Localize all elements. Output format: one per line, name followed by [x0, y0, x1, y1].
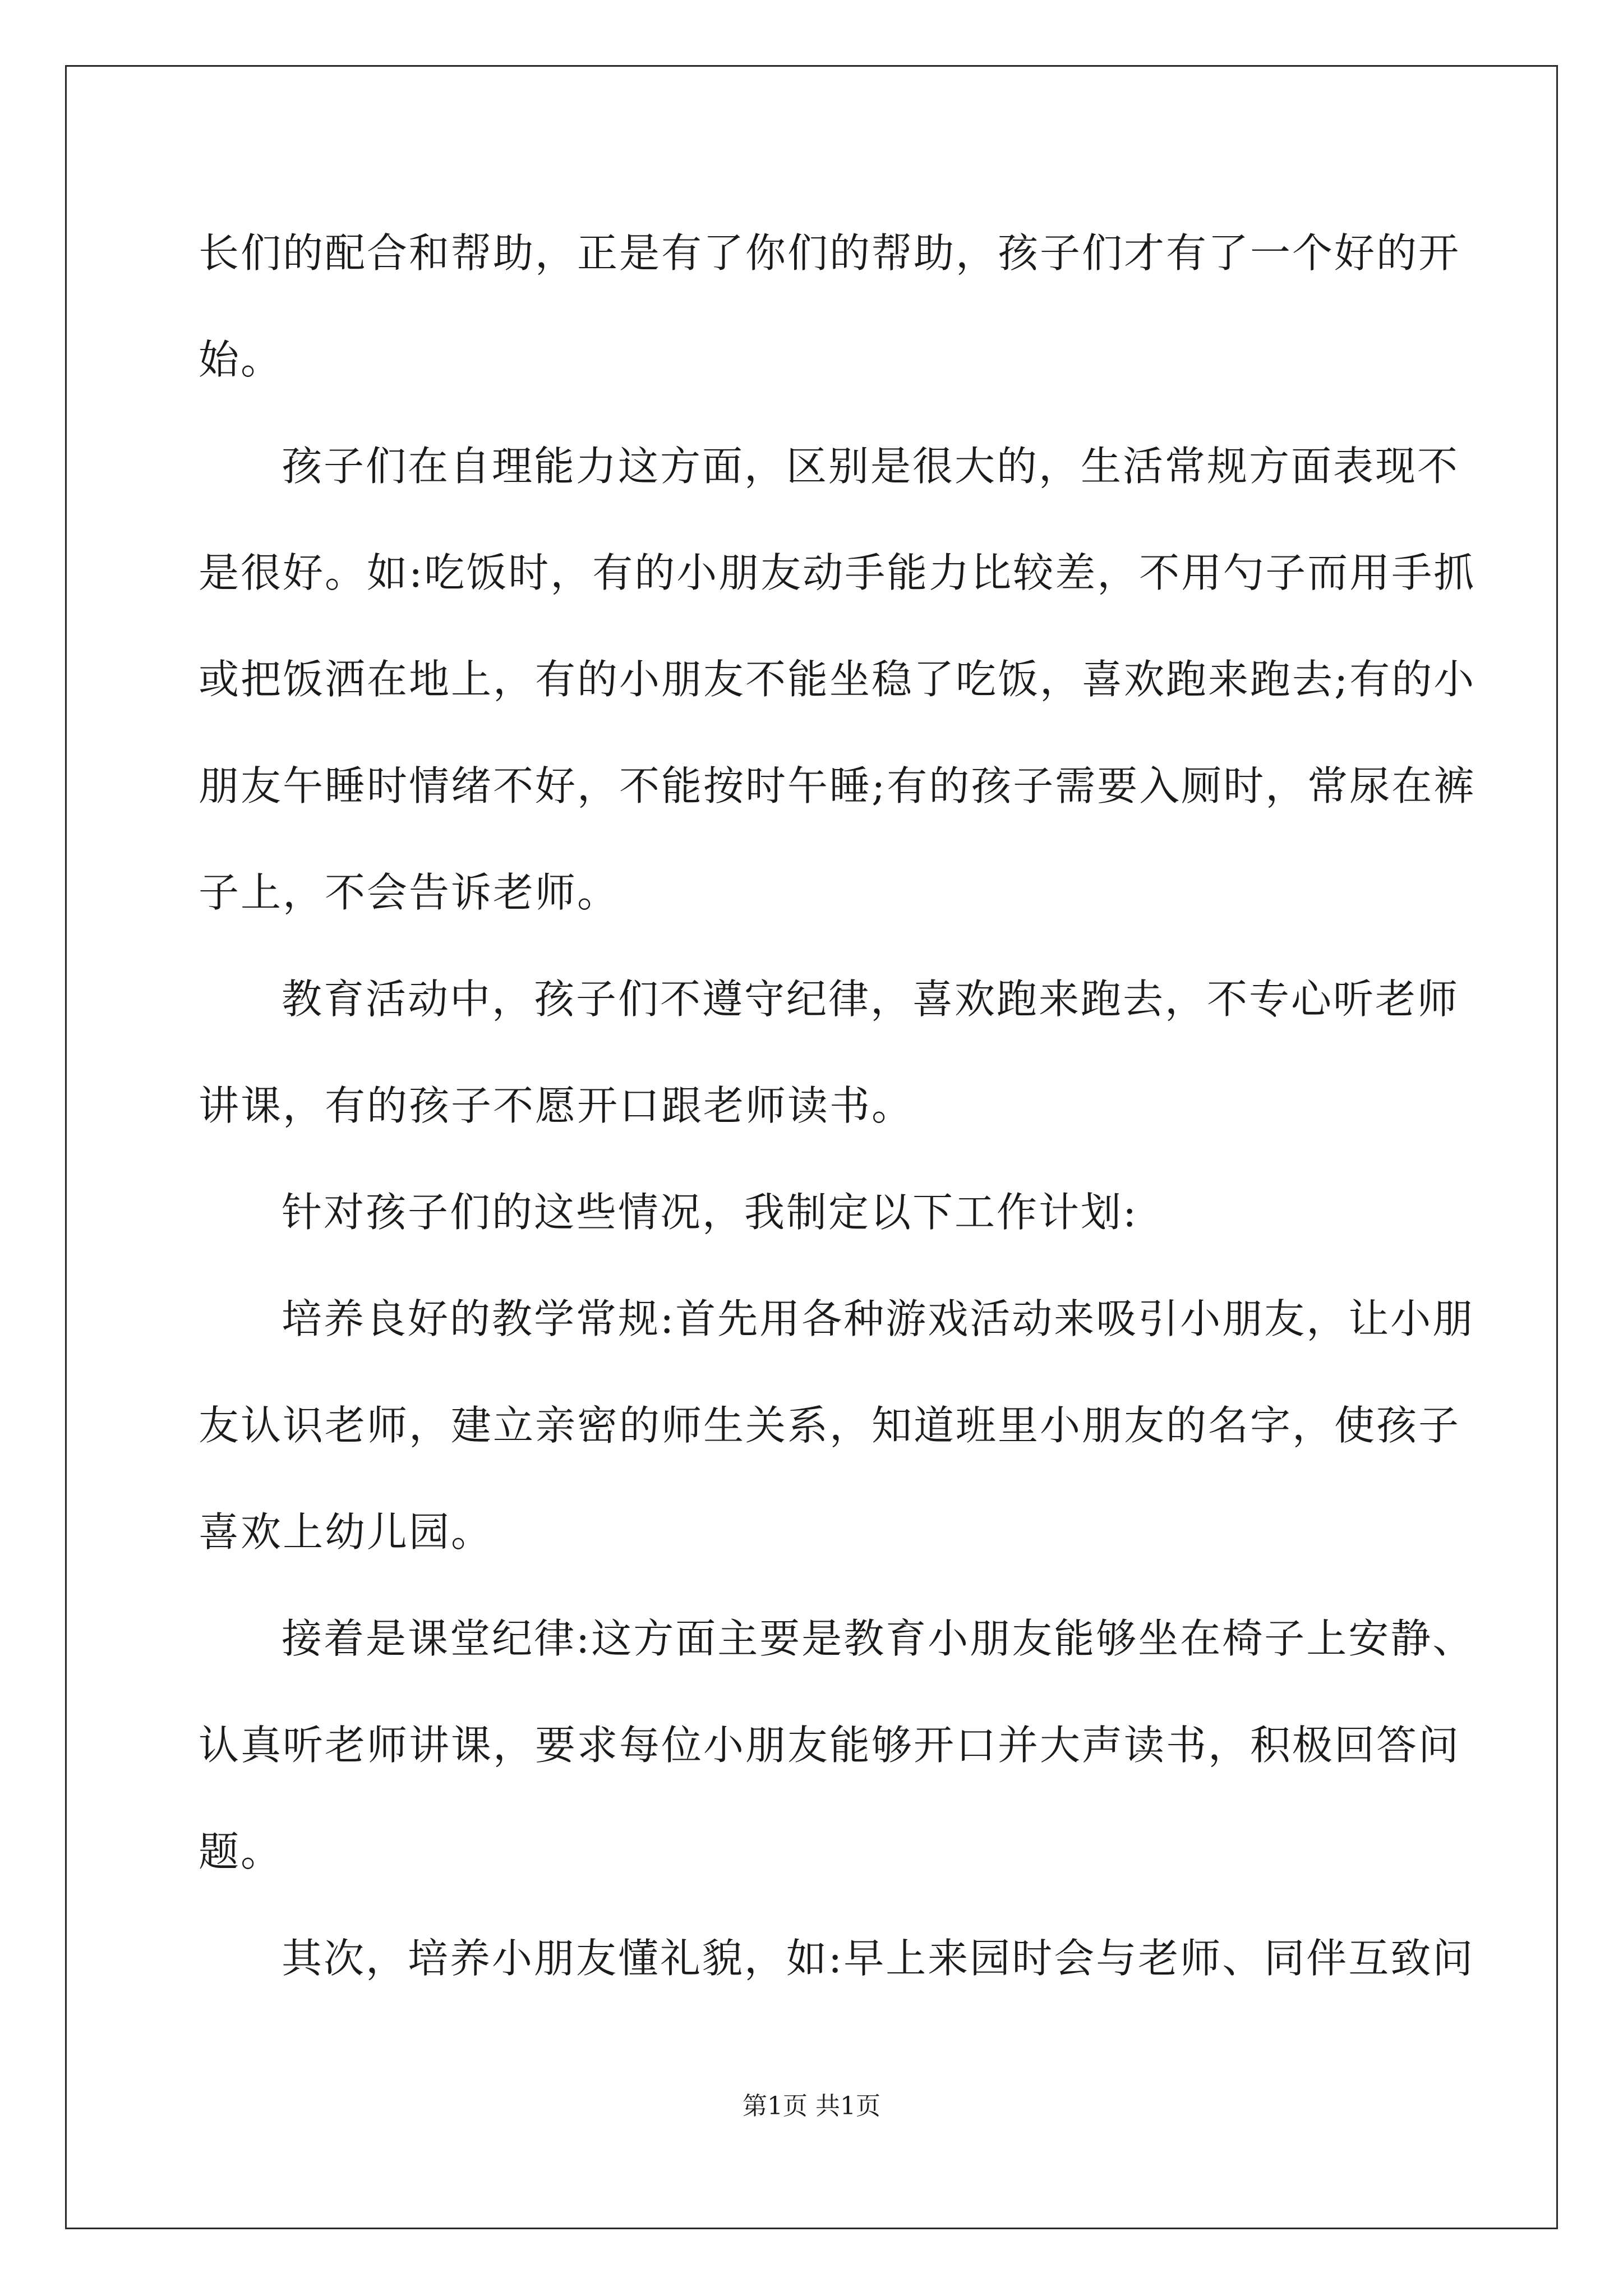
text-line: 朋友午睡时情绪不好，不能按时午睡;有的孩子需要入厕时，常尿在裤 — [199, 762, 1476, 809]
text-line: 喜欢上幼儿园。 — [199, 1508, 494, 1556]
text-line: 长们的配合和帮助，正是有了你们的帮助，孩子们才有了一个好的开 — [199, 229, 1461, 277]
text-line: 始。 — [199, 336, 283, 383]
document-body — [199, 222, 1476, 2034]
text-line: 讲课，有的孩子不愿开口跟老师读书。 — [199, 1082, 914, 1129]
page-number-footer: 第1页 共1页 — [743, 2092, 880, 2120]
text-line: 友认识老师，建立亲密的师生关系，知道班里小朋友的名字，使孩子 — [199, 1402, 1461, 1449]
paragraph-first-line: 教育活动中，孩子们不遵守纪律，喜欢跑来跑去，不专心听老师 — [282, 976, 1460, 1023]
text-line: 子上，不会告诉老师。 — [199, 869, 620, 916]
paragraph-first-line: 孩子们在自理能力这方面，区别是很大的，生活常规方面表现不 — [282, 443, 1460, 490]
text-line: 认真听老师讲课，要求每位小朋友能够开口并大声读书，积极回答问 — [199, 1722, 1461, 1769]
paragraph-first-line: 针对孩子们的这些情况，我制定以下工作计划: — [282, 1189, 1138, 1236]
paragraph-first-line: 其次，培养小朋友懂礼貌，如:早上来园时会与老师、同伴互致问 — [282, 1935, 1475, 1982]
paragraph-first-line: 培养良好的教学常规:首先用各种游戏活动来吸引小朋友，让小朋 — [282, 1295, 1475, 1342]
paragraph-first-line: 接着是课堂纪律:这方面主要是教育小朋友能够坐在椅子上安静、 — [282, 1615, 1475, 1662]
text-line: 题。 — [199, 1828, 283, 1875]
text-line: 是很好。如:吃饭时，有的小朋友动手能力比较差，不用勺子而用手抓 — [199, 549, 1476, 596]
text-line: 或把饭洒在地上，有的小朋友不能坐稳了吃饭，喜欢跑来跑去;有的小 — [199, 656, 1476, 703]
